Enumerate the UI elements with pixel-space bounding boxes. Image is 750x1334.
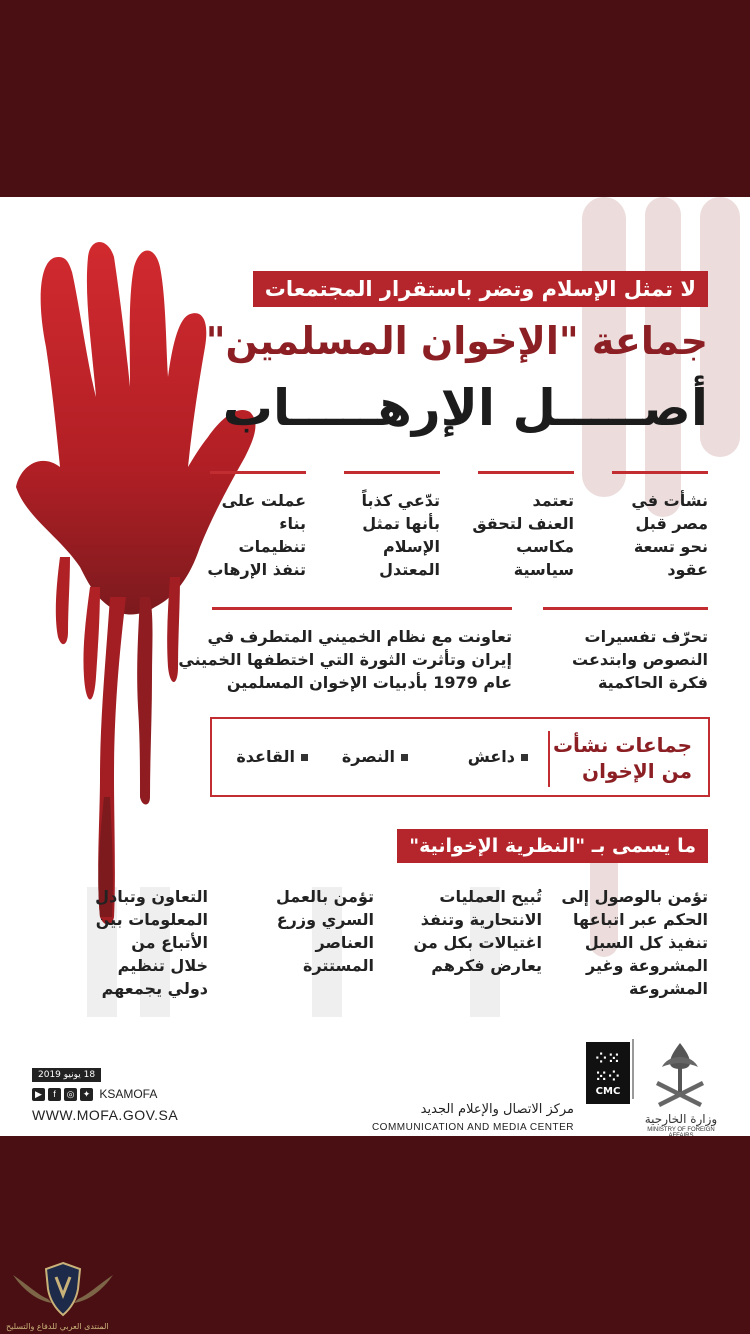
fact-line: عام 1979 بأدبيات الإخوان المسلمين [226, 673, 512, 692]
fact-line: فكرة الحاكمية [597, 673, 708, 692]
ministry-name-ar: وزارة الخارجية [644, 1112, 718, 1126]
groups-title [552, 732, 692, 784]
theory-column [561, 885, 708, 1000]
theory-line: دولي يجمعهم [101, 979, 208, 998]
infographic-card [0, 197, 750, 1136]
instagram-icon[interactable]: ◎ [64, 1088, 77, 1101]
fact-line: نشأت في [631, 491, 708, 510]
fact-line: تنفذ الإرهاب [207, 560, 306, 579]
fact-column [543, 607, 708, 694]
title-line-1: جماعة "الإخوان المسلمين" [205, 319, 708, 363]
theory-line: السري وزرع [276, 910, 374, 929]
theory-line: تنفيذ كل السبل [584, 933, 708, 952]
fact-line: عملت على [221, 491, 306, 510]
theory-line: تؤمن بالوصول إلى [561, 887, 708, 906]
fact-line: تحرّف تفسيرات [584, 627, 708, 646]
cmc-name-ar: مركز الاتصال والإعلام الجديد [420, 1102, 574, 1117]
fact-line: بأنها تمثل [362, 514, 440, 533]
theory-line: يعارض فكرهم [431, 956, 542, 975]
watermark-text: المنتدى العربي للدفاع والتسليح [6, 1322, 109, 1331]
fact-line: تدّعي كذباً [361, 491, 440, 510]
top-band [0, 0, 750, 197]
fact-line: المعتدل [379, 560, 440, 579]
fact-line: نحو تسعة [633, 537, 708, 556]
fact-line: تنظيمات [238, 537, 306, 556]
theory-line: المعلومات بين [95, 910, 208, 929]
fact-column [612, 471, 708, 581]
fact-line: عقود [667, 560, 708, 579]
fact-line: سياسية [513, 560, 574, 579]
group-item [342, 747, 408, 766]
fact-line: تعتمد [532, 491, 574, 510]
theory-line: الانتحارية وتنفذ [420, 910, 542, 929]
youtube-icon[interactable]: ▶ [32, 1088, 45, 1101]
groups-title-line: من الإخوان [582, 759, 692, 783]
social-links [32, 1087, 157, 1101]
theory-column [402, 885, 542, 977]
cmc-logo-label: CMC [595, 1086, 621, 1097]
website-link[interactable]: WWW.MOFA.GOV.SA [32, 1107, 179, 1123]
fact-line: تعاونت مع نظام الخميني المتطرف في [207, 627, 512, 646]
theory-column [58, 885, 208, 1000]
cmc-logo [586, 1042, 630, 1104]
fact-line: مكاسب [516, 537, 574, 556]
cmc-dots-icon: ⁘⁙ ⁙⁘ [595, 1051, 621, 1085]
bullet-icon [301, 754, 308, 761]
group-item [236, 747, 308, 766]
theory-line: الحكم عبر اتباعها [573, 910, 708, 929]
social-handle: KSAMOFA [99, 1087, 158, 1101]
group-item [468, 747, 528, 766]
theory-line: العناصر [315, 933, 374, 952]
groups-divider [548, 731, 550, 787]
theory-line: خلال تنظيم [117, 956, 208, 975]
cmc-name-en: COMMUNICATION AND MEDIA CENTER [371, 1122, 574, 1133]
theory-line: التعاون وتبادل [95, 887, 208, 906]
theory-column [234, 885, 374, 977]
twitter-icon[interactable]: ✦ [80, 1088, 93, 1101]
fact-line: الإسلام [382, 537, 440, 556]
date-badge: 18 يونيو 2019 [32, 1068, 101, 1082]
title-line-2: أصـــــل الإرهـــــاب [222, 379, 708, 437]
fact-line: بناء [279, 514, 306, 533]
ministry-name-en: MINISTRY OF FOREIGN AFFAIRS [647, 1127, 715, 1136]
fact-line: مصر قبل [635, 514, 708, 533]
groups-box [210, 717, 710, 797]
theory-line: المشروعة وغير [586, 956, 708, 975]
fact-column [207, 471, 306, 581]
theory-line: تؤمن بالعمل [276, 887, 374, 906]
theory-banner: ما يسمى بـ "النظرية الإخوانية" [397, 829, 708, 863]
groups-title-line: جماعات نشأت [552, 733, 692, 757]
theory-line: تُبيح العمليات [439, 887, 542, 906]
fact-column [344, 471, 440, 581]
group-item-label: النصرة [341, 747, 395, 766]
fact-line: العنف لتحقق [472, 514, 574, 533]
bullet-icon [521, 754, 528, 761]
fact-line: النصوص وابتدعت [572, 650, 708, 669]
facebook-icon[interactable]: f [48, 1088, 61, 1101]
theory-line: اغتيالات بكل من [413, 933, 542, 952]
theory-line: المشروعة [628, 979, 708, 998]
tagline-banner: لا تمثل الإسلام وتضر باستقرار المجتمعات [253, 271, 708, 307]
footer-divider [632, 1039, 634, 1099]
bullet-icon [401, 754, 408, 761]
fact-line: إيران وتأثرت الثورة التي اختطفها الخميني [178, 650, 512, 669]
group-item-label: داعش [467, 747, 515, 766]
fact-column [472, 471, 574, 581]
group-item-label: القاعدة [236, 747, 295, 766]
theory-line: المستترة [303, 956, 374, 975]
theory-line: الأتباع من [131, 933, 208, 952]
fact-column [178, 607, 512, 694]
